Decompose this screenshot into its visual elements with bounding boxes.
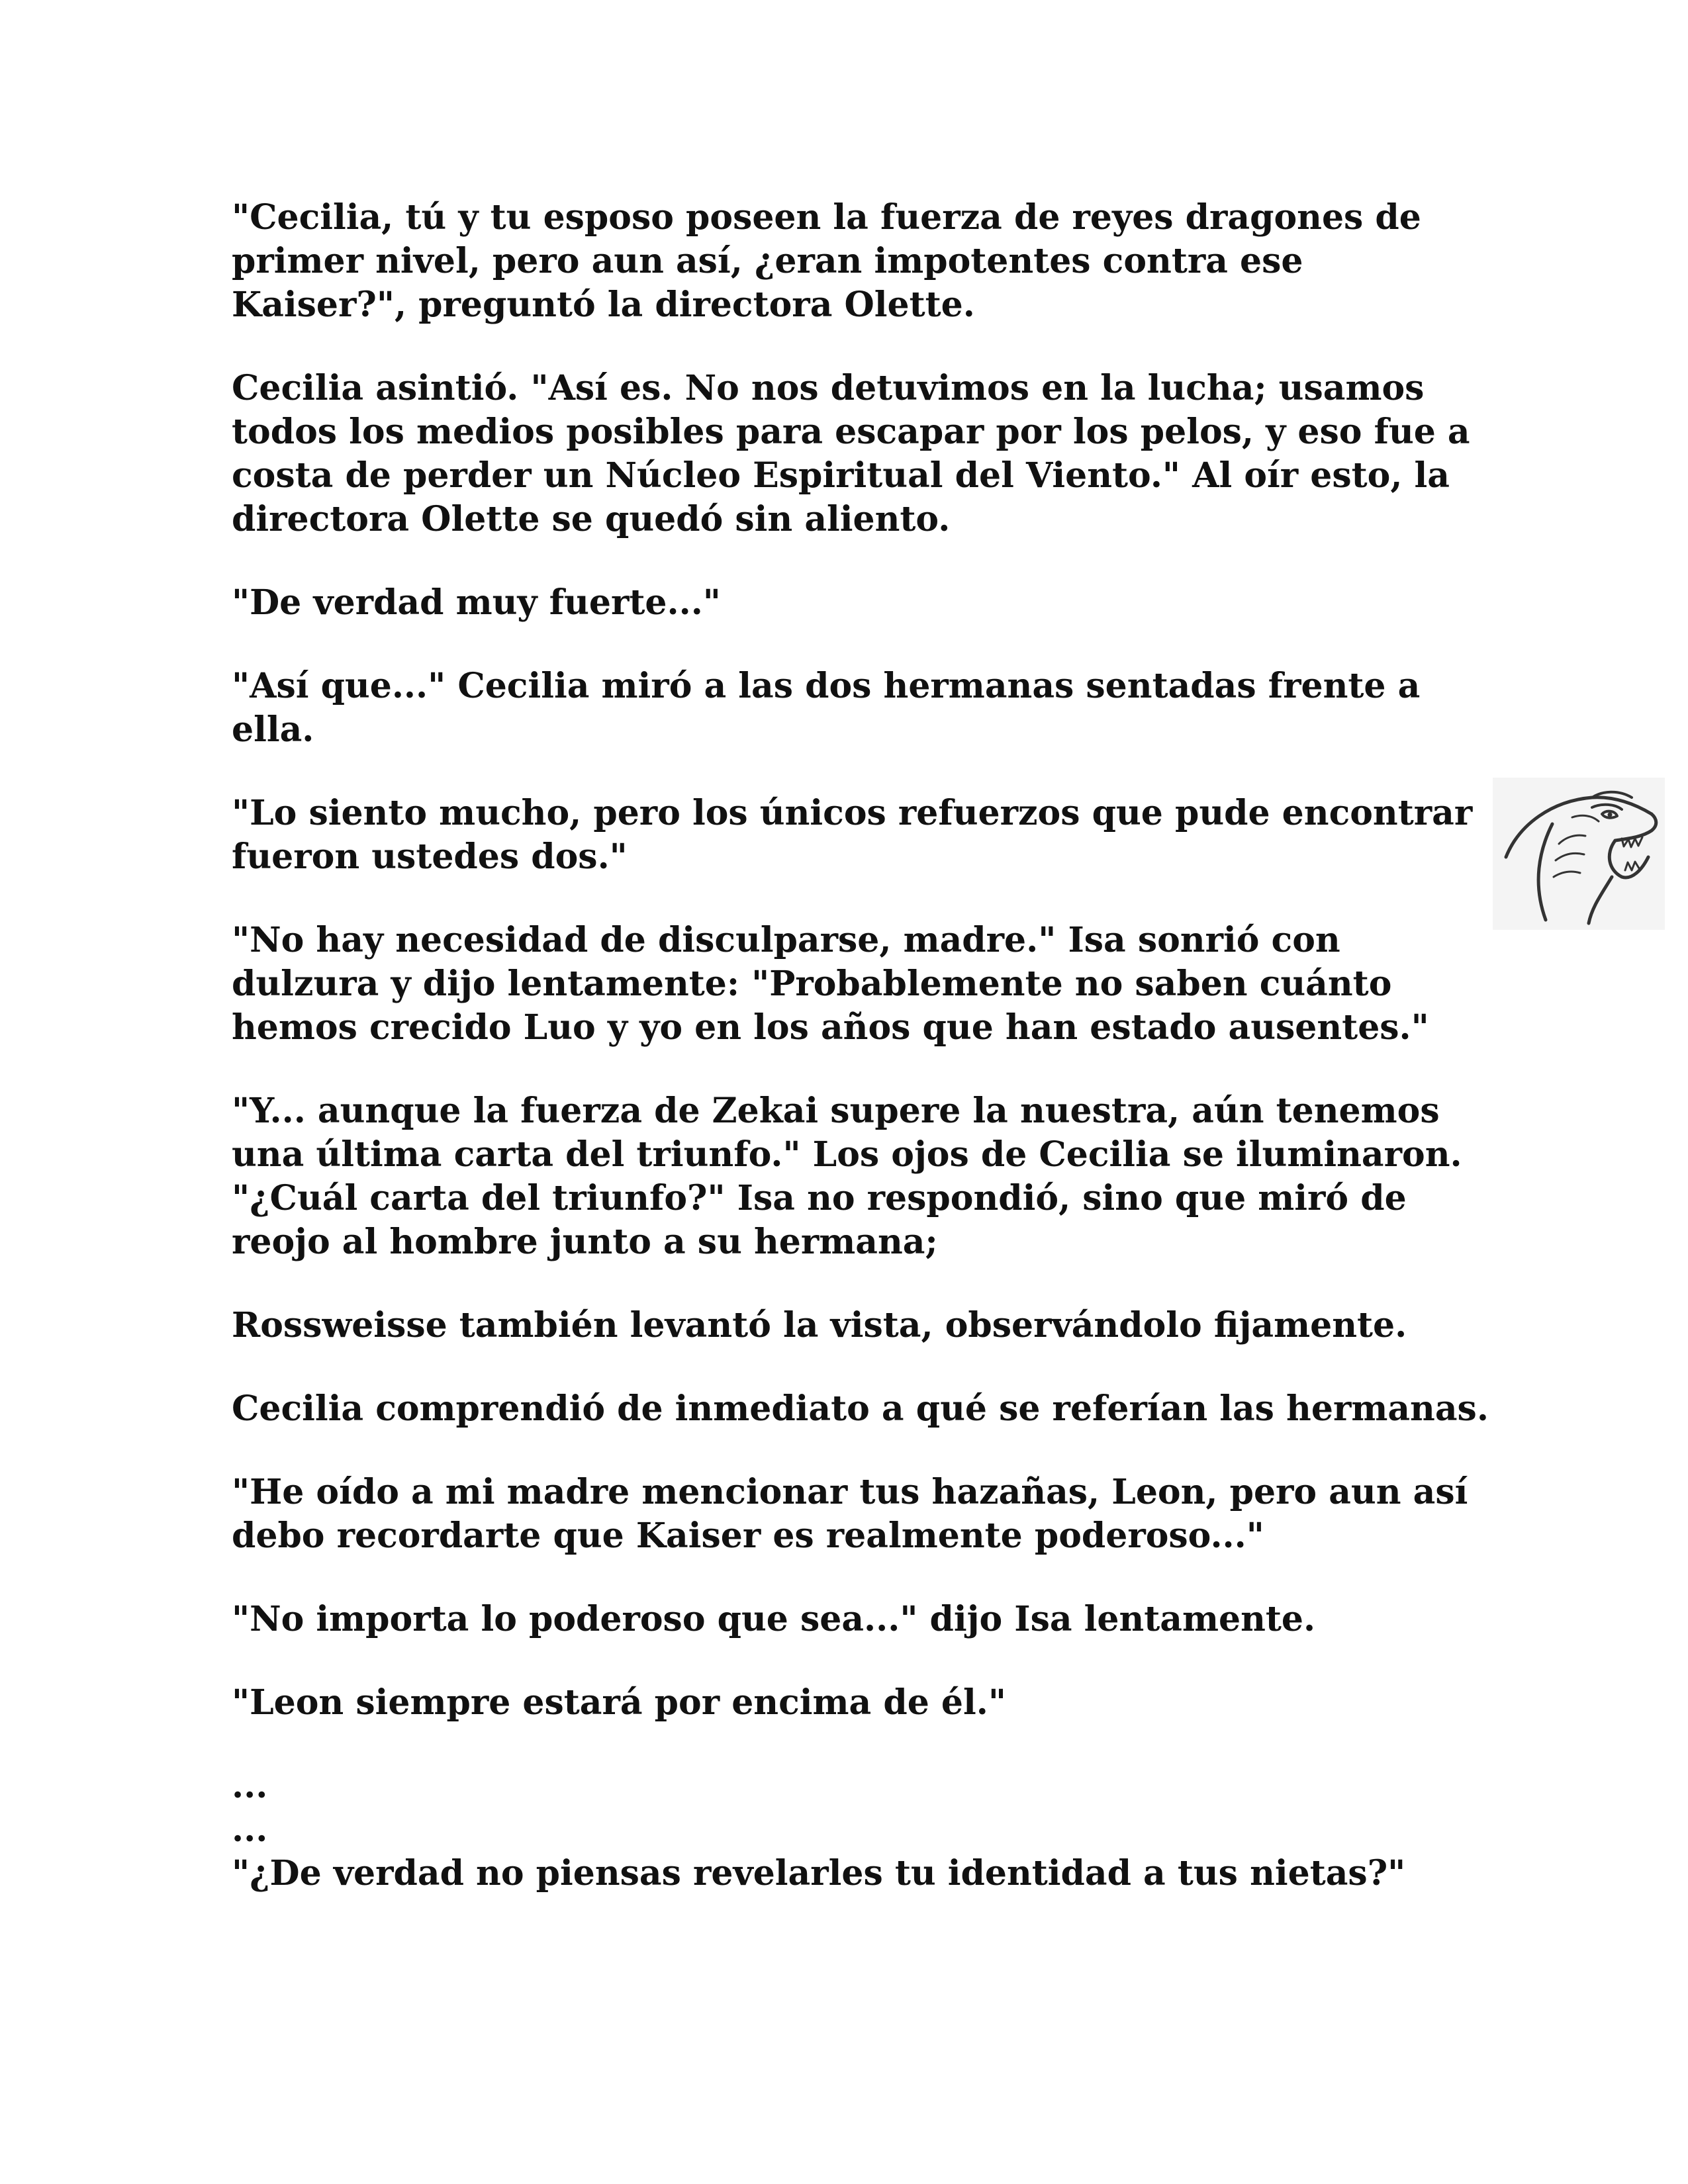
paragraph-4: "Así que..." Cecilia miró a las dos hermanas sentadas frente a ella. <box>232 666 1421 750</box>
paragraph-3: "De verdad muy fuerte..." <box>232 582 721 623</box>
paragraph-8: Rossweisse también levantó la vista, observándolo fijamente. <box>232 1305 1407 1345</box>
paragraph-9: Cecilia comprendió de inmediato a qué se referían las hermanas. <box>232 1388 1489 1429</box>
paragraph-12: "Leon siempre estará por encima de él." <box>232 1682 1006 1723</box>
ellipsis-line-1: ... <box>232 1766 268 1806</box>
paragraph-2: Cecilia asintió. "Así es. No nos detuvimos en la lucha; usamos todos los medios posibles para escapar por los pelos, y eso fue a costa de perder un Núcleo Espiritual del Viento." Al oír esto, la directora Olette se quedó sin aliento. <box>232 368 1470 539</box>
paragraph-6: "No hay necesidad de disculparse, madre." Isa sonrió con dulzura y dijo lentamente: "Probablemente no saben cuánto hemos crecido Luo y yo en los años que han estado ausentes." <box>232 920 1429 1048</box>
final-line: "¿De verdad no piensas revelarles tu identidad a tus nietas?" <box>232 1853 1406 1893</box>
paragraph-1: "Cecilia, tú y tu esposo poseen la fuerza de reyes dragones de primer nivel, pero aun así, ¿eran impotentes contra ese Kaiser?", preguntó la directora Olette. <box>232 197 1421 325</box>
dinosaur-head-sketch-icon <box>1493 778 1665 930</box>
ellipsis-line-2: ... <box>232 1809 268 1850</box>
paragraph-5: "Lo siento mucho, pero los únicos refuerzos que pude encontrar fueron ustedes dos." <box>232 793 1473 877</box>
paragraph-11: "No importa lo poderoso que sea..." dijo Isa lentamente. <box>232 1599 1316 1639</box>
paragraph-7: "Y... aunque la fuerza de Zekai supere la nuestra, aún tenemos una última carta del triunfo." Los ojos de Cecilia se iluminaron. "¿Cuál carta del triunfo?" Isa no respondió, sino que miró de reojo al hombre junto a su hermana; <box>232 1091 1462 1262</box>
paragraph-10: "He oído a mi madre mencionar tus hazañas, Leon, pero aun así debo recordarte que Kaiser es realmente poderoso..." <box>232 1472 1468 1556</box>
story-text <box>232 196 1489 1895</box>
